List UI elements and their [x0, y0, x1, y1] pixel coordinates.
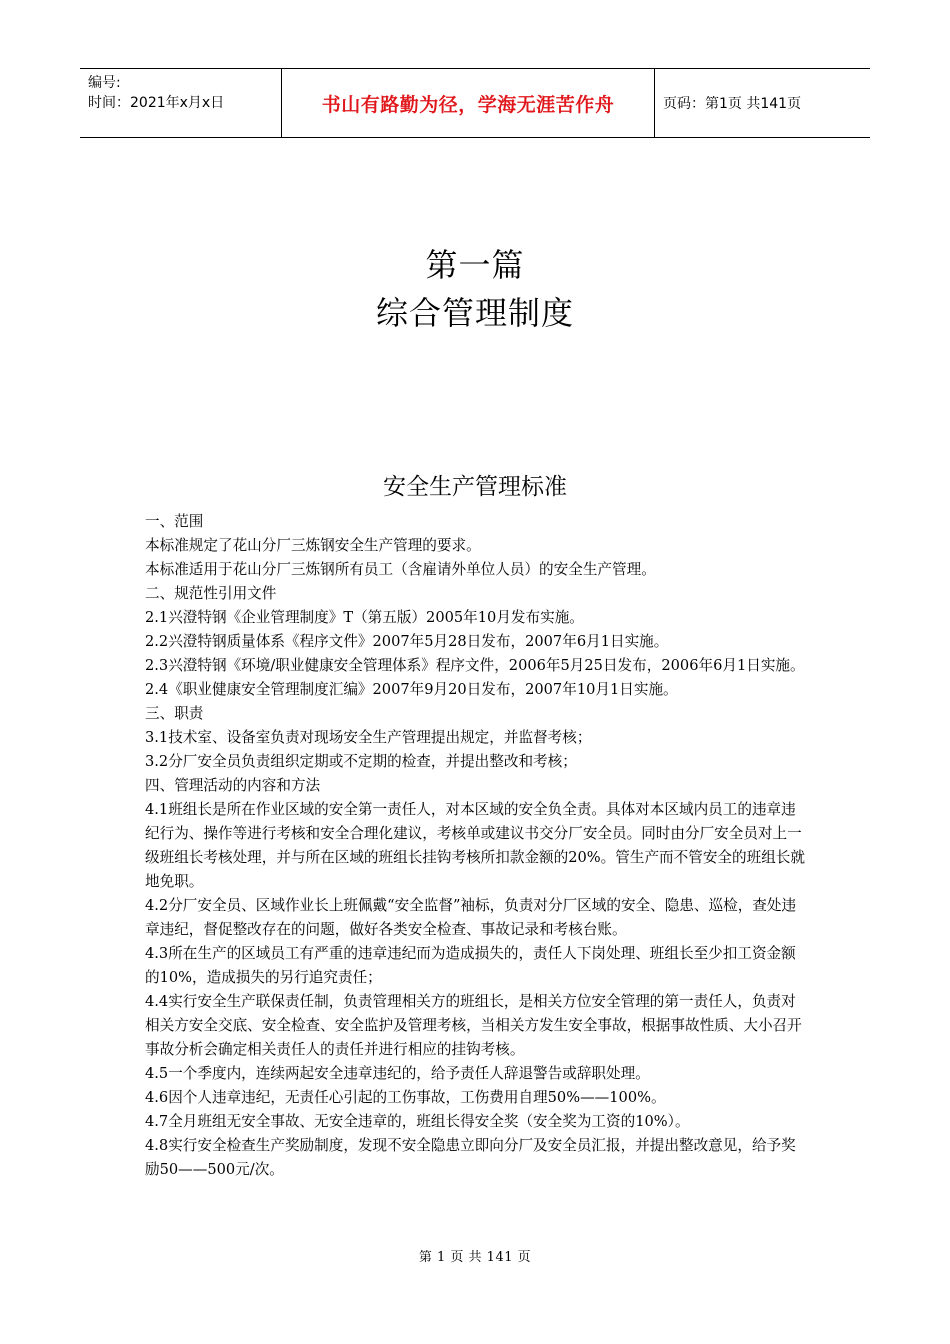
document-time-label: 时间：2021年x月x日 — [88, 95, 225, 111]
section-heading: 四、管理活动的内容和方法 — [145, 777, 321, 794]
document-number-label: 编号: — [88, 75, 121, 91]
paragraph: 4.5一个季度内，连续两起安全违章违纪的，给予责任人辞退警告或辞职处理。 — [145, 1065, 650, 1082]
paragraph: 4.7全月班组无安全事故、无安全违章的，班组长得安全奖（安全奖为工资的10%）。 — [145, 1113, 690, 1130]
header-page-code: 页码：第1页 共141页 — [663, 96, 802, 112]
paragraph: 3.2分厂安全员负责组织定期或不定期的检查，并提出整改和考核； — [145, 753, 577, 770]
paragraph: 4.3所在生产的区域员工有严重的违章违纪而为造成损失的，责任人下岗处理、班组长至少扣工资金额的10%，造成损失的另行追究责任； — [145, 945, 796, 986]
section-heading: 二、规范性引用文件 — [145, 585, 277, 602]
page-footer: 第 1 页 共 141 页 — [418, 1250, 532, 1265]
paragraph: 4.2分厂安全员、区域作业长上班佩戴“安全监督”袖标，负责对分厂区域的安全、隐患、巡检，查处违章违纪，督促整改存在的问题，做好各类安全检查、事故记录和考核台账。 — [145, 897, 797, 938]
paragraph: 2.1兴澄特钢《企业管理制度》T（第五版）2005年10月发布实施。 — [145, 609, 584, 626]
part-title-line1: 第一篇 — [425, 246, 525, 284]
paragraph: 2.4《职业健康安全管理制度汇编》2007年9月20日发布，2007年10月1日实施。 — [145, 681, 678, 698]
part-title-line2: 综合管理制度 — [375, 294, 574, 332]
paragraph: 4.1班组长是所在作业区域的安全第一责任人，对本区域的安全负全责。具体对本区域内员工的违章违纪行为、操作等进行考核和安全合理化建议，考核单或建议书交分厂安全员。同时由分厂安全员对上一级班组长考核处理，并与所在区域的班组长挂钩考核所扣款金额的20%。管生产而不管安全的班组长就地免职。 — [145, 801, 805, 890]
paragraph: 2.3兴澄特钢《环境/职业健康安全管理体系》程序文件，2006年5月25日发布，2006年6月1日实施。 — [145, 657, 805, 674]
header-motto: 书山有路勤为径，学海无涯苦作舟 — [282, 69, 655, 137]
section-heading: 一、范围 — [145, 513, 204, 530]
paragraph: 4.6因个人违章违纪，无责任心引起的工伤事故，工伤费用自理50%——100%。 — [145, 1089, 666, 1106]
paragraph: 2.2兴澄特钢质量体系《程序文件》2007年5月28日发布，2007年6月1日实施。 — [145, 633, 669, 650]
header-meta-cell — [80, 69, 282, 137]
paragraph: 4.8实行安全检查生产奖励制度，发现不安全隐患立即向分厂及安全员汇报，并提出整改意见，给予奖励50——500元/次。 — [145, 1137, 796, 1178]
section-heading: 三、职责 — [145, 705, 204, 722]
document-body — [145, 510, 807, 1182]
header-table — [80, 68, 870, 138]
paragraph: 本标准适用于花山分厂三炼钢所有员工（含雇请外单位人员）的安全生产管理。 — [145, 561, 656, 578]
paragraph: 3.1技术室、设备室负责对现场安全生产管理提出规定，并监督考核； — [145, 729, 592, 746]
paragraph: 4.4实行安全生产联保责任制，负责管理相关方的班组长，是相关方位安全管理的第一责任人，负责对相关方安全交底、安全检查、安全监护及管理考核，当相关方发生安全事故，根据事故性质、大小召开事故分析会确定相关责任人的责任并进行相应的挂钩考核。 — [145, 993, 802, 1058]
paragraph: 本标准规定了花山分厂三炼钢安全生产管理的要求。 — [145, 537, 481, 554]
document-title: 安全生产管理标准 — [383, 474, 567, 500]
